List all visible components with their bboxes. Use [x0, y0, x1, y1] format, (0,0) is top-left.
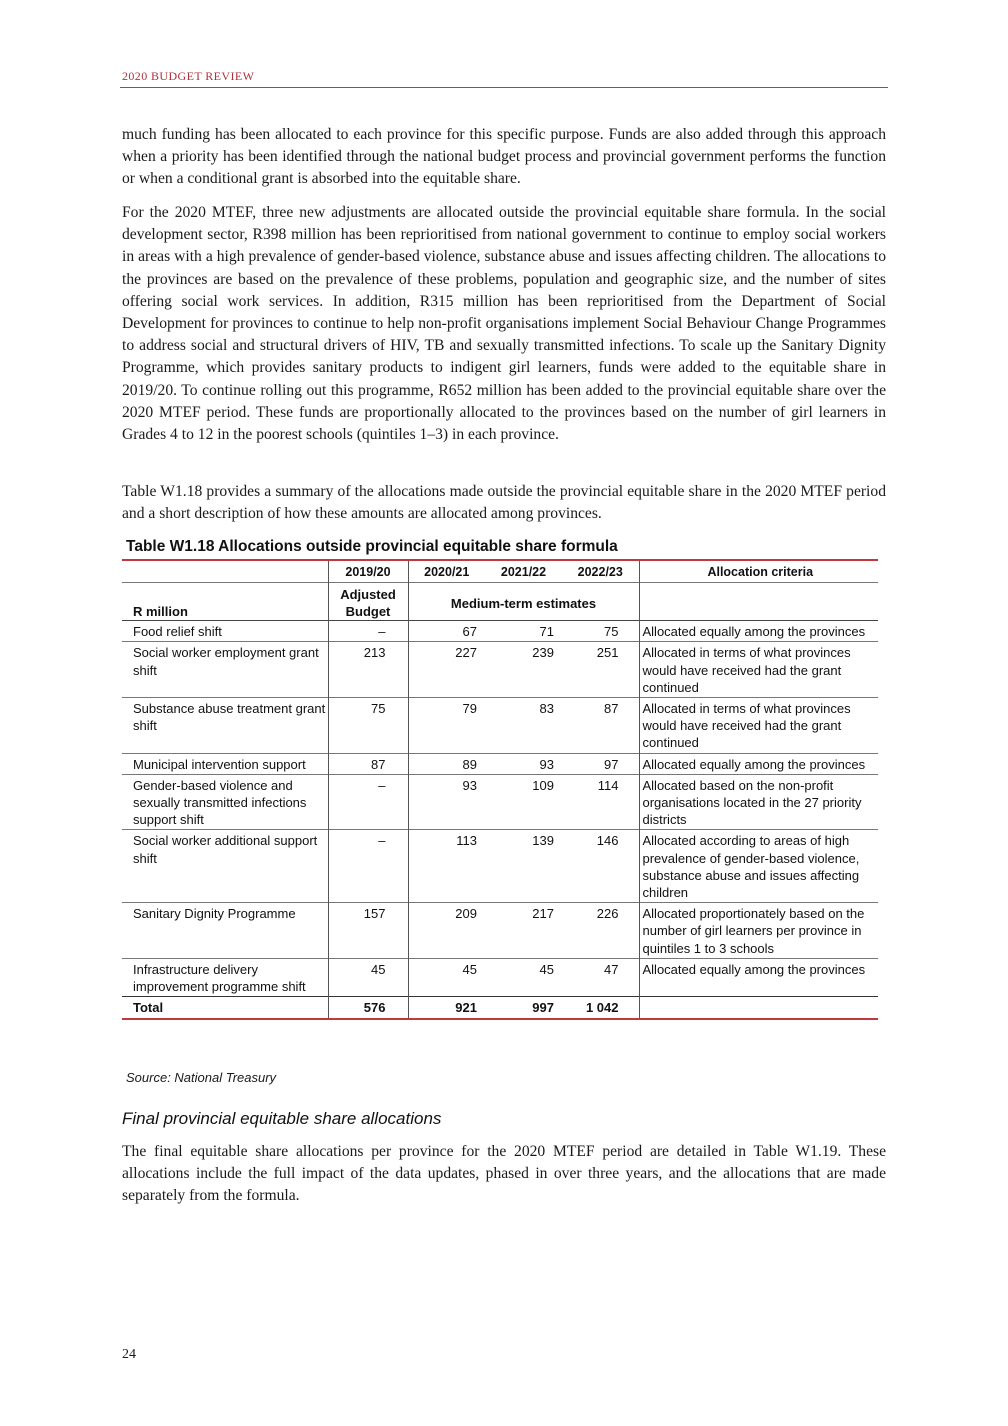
- criteria-header: Allocation criteria: [639, 560, 878, 583]
- row-label: Infrastructure delivery improvement programme shift: [122, 958, 328, 996]
- table-row: [122, 903, 878, 959]
- value-2021-22: 45: [485, 958, 562, 996]
- row-label: Sanitary Dignity Programme: [122, 903, 328, 959]
- allocation-criteria: Allocated in terms of what provinces would have received had the grant continued: [639, 698, 878, 754]
- table-row: [122, 642, 878, 698]
- value-2019-20: 87: [328, 753, 408, 774]
- value-2020-21: 227: [408, 642, 485, 698]
- value-2021-22: 217: [485, 903, 562, 959]
- value-2021-22: 239: [485, 642, 562, 698]
- value-2021-22: 93: [485, 753, 562, 774]
- value-2021-22: 109: [485, 774, 562, 830]
- value-2022-23: 47: [562, 958, 639, 996]
- total-2020-21: 921: [408, 997, 485, 1020]
- value-2019-20: –: [328, 621, 408, 642]
- value-2021-22: 71: [485, 621, 562, 642]
- table-row: [122, 830, 878, 903]
- table-row: [122, 753, 878, 774]
- value-2022-23: 114: [562, 774, 639, 830]
- year-header: 2022/23: [562, 560, 639, 583]
- year-header: 2021/22: [485, 560, 562, 583]
- paragraph-4: The final equitable share allocations per province for the 2020 MTEF period are detailed in Table W1.19. These allocations include the full impact of the data updates, phased in over three years, and the allocations that are made separately from the formula.: [122, 1143, 886, 1205]
- value-2022-23: 87: [562, 698, 639, 754]
- total-2019-20: 576: [328, 997, 408, 1020]
- unit-label: R million: [122, 583, 328, 621]
- table-row: [122, 958, 878, 996]
- adjusted-budget-label: Adjusted Budget: [340, 587, 396, 620]
- value-2021-22: 83: [485, 698, 562, 754]
- total-label: Total: [122, 997, 328, 1020]
- table-header-subtitles: [122, 583, 878, 621]
- allocation-criteria: Allocated equally among the provinces: [639, 753, 878, 774]
- allocation-criteria: Allocated equally among the provinces: [639, 958, 878, 996]
- value-2021-22: 139: [485, 830, 562, 903]
- header-blank: [122, 560, 328, 583]
- value-2019-20: 45: [328, 958, 408, 996]
- section-heading: Final provincial equitable share allocations: [122, 1109, 442, 1128]
- table-row: [122, 698, 878, 754]
- allocation-criteria: Allocated equally among the provinces: [639, 621, 878, 642]
- table-row: [122, 621, 878, 642]
- paragraph-3: Table W1.18 provides a summary of the allocations made outside the provincial equitable share in the 2020 MTEF period and a short description of how these amounts are allocated among provinces.: [122, 483, 886, 523]
- adjusted-budget-header: [328, 583, 408, 621]
- value-2022-23: 146: [562, 830, 639, 903]
- value-2020-21: 113: [408, 830, 485, 903]
- value-2020-21: 79: [408, 698, 485, 754]
- table-header-years: [122, 560, 878, 583]
- row-label: Food relief shift: [122, 621, 328, 642]
- allocation-criteria: Allocated in terms of what provinces would have received had the grant continued: [639, 642, 878, 698]
- allocation-criteria: Allocated according to areas of high prevalence of gender-based violence, substance abuse and issues affecting children: [639, 830, 878, 903]
- table-source: Source: National Treasury: [126, 1070, 277, 1085]
- value-2019-20: –: [328, 830, 408, 903]
- value-2022-23: 75: [562, 621, 639, 642]
- value-2019-20: 213: [328, 642, 408, 698]
- running-header: 2020 BUDGET REVIEW: [122, 69, 255, 83]
- row-label: Substance abuse treatment grant shift: [122, 698, 328, 754]
- total-2022-23: 1 042: [562, 997, 639, 1020]
- year-header: 2020/21: [408, 560, 485, 583]
- row-label: Social worker additional support shift: [122, 830, 328, 903]
- value-2020-21: 209: [408, 903, 485, 959]
- value-2019-20: 75: [328, 698, 408, 754]
- value-2022-23: 226: [562, 903, 639, 959]
- value-2022-23: 251: [562, 642, 639, 698]
- row-label: Municipal intervention support: [122, 753, 328, 774]
- year-header: 2019/20: [328, 560, 408, 583]
- value-2019-20: 157: [328, 903, 408, 959]
- paragraph-1: much funding has been allocated to each province for this specific purpose. Funds are also added through this approach when a priority has been identified through the national budget process and provincial government performs the function or when a conditional grant is absorbed into the equitable share.: [122, 126, 886, 188]
- page-number: 24: [122, 1347, 136, 1362]
- row-label: Social worker employment grant shift: [122, 642, 328, 698]
- value-2022-23: 97: [562, 753, 639, 774]
- total-2021-22: 997: [485, 997, 562, 1020]
- allocations-table: [122, 559, 878, 1020]
- table-total-row: [122, 997, 878, 1020]
- row-label: Gender-based violence and sexually transmitted infections support shift: [122, 774, 328, 830]
- table-row: [122, 774, 878, 830]
- total-criteria-blank: [639, 997, 878, 1020]
- medium-term-header: Medium-term estimates: [408, 583, 639, 621]
- header-rule: [120, 87, 888, 88]
- allocation-criteria: Allocated based on the non-profit organisations located in the 27 priority districts: [639, 774, 878, 830]
- value-2020-21: 89: [408, 753, 485, 774]
- value-2020-21: 67: [408, 621, 485, 642]
- table-title: Table W1.18 Allocations outside provincial equitable share formula: [126, 538, 618, 555]
- allocation-criteria: Allocated proportionately based on the number of girl learners per province in quintiles 1 to 3 schools: [639, 903, 878, 959]
- paragraph-2: For the 2020 MTEF, three new adjustments are allocated outside the provincial equitable share formula. In the social development sector, R398 million has been reprioritised from national government to continue to employ social workers in areas with a high prevalence of gender-based violence, substance abuse and issues affecting children. The allocations to the provinces are based on the prevalence of these problems, population and geographic size, and the number of sites offering social work services. In addition, R315 million has been reprioritised from the Department of Social Development for provinces to continue to help non-profit organisations implement Social Behaviour Change Programmes to address social and structural drivers of HIV, TB and sexually transmitted infections. To scale up the Sanitary Dignity Programme, which provides sanitary products to indigent girl learners, funds were added to the equitable share in 2019/20. To continue rolling out this programme, R652 million has been added to the provincial equitable share over the 2020 MTEF period. These funds are proportionally allocated to the provinces based on the number of girl learners in Grades 4 to 12 in the poorest schools (quintiles 1–3) in each province.: [122, 204, 886, 444]
- criteria-blank: [639, 583, 878, 621]
- value-2020-21: 93: [408, 774, 485, 830]
- value-2019-20: –: [328, 774, 408, 830]
- value-2020-21: 45: [408, 958, 485, 996]
